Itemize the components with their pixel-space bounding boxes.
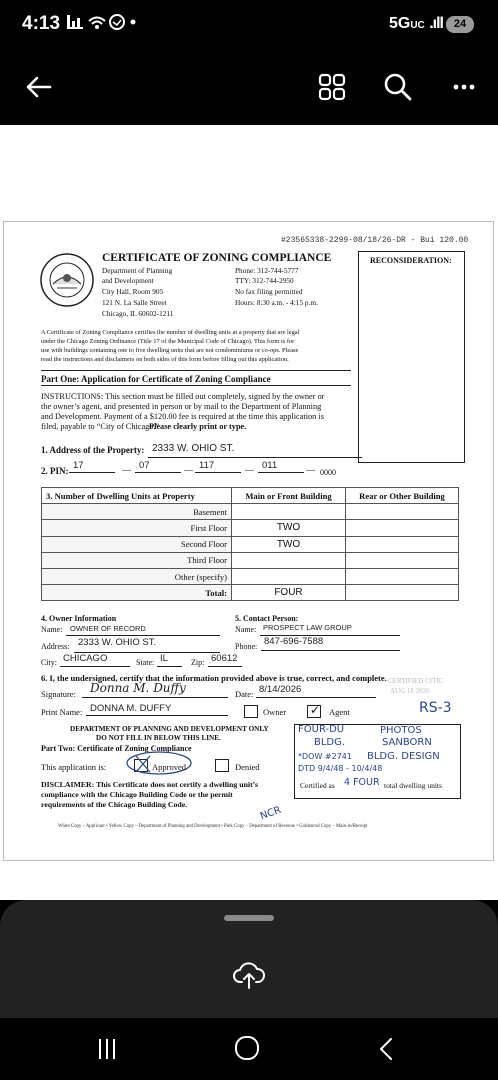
city-seal-icon [39,252,95,308]
handwritten-note: FOUR-DU [298,724,345,735]
dept-line: 121 N. La Salle Street [102,298,167,307]
contact-line: TTY: 312-744-2950 [235,276,294,285]
main-value [232,552,346,568]
instructions-line: the owner’s agent, and presented in person or by mail to the Department of Planning [41,402,322,411]
intro-line: A Certificate of Zoning Compliance certifies the number of dwelling units at a property that are legal [41,329,300,336]
denied-checkbox [215,759,229,772]
divider [41,385,351,386]
pin-label: 2. PIN: [41,466,69,476]
underline [208,666,242,667]
reconsideration-label: RECONSIDERATION: [370,256,452,265]
underline [60,666,130,667]
zoning-annotation: RS-3 [419,700,452,716]
search-icon[interactable] [383,72,413,102]
system-nav-bar [0,1018,498,1080]
rear-value [346,568,459,584]
copy-distribution-footer: White Copy – Applicant • Yellow Copy – Department of Planning and Development • Pink Copy – Department of Revenue • Goldenrod Copy – Main-in/Receipt [58,824,368,829]
contact-phone-label: Phone: [235,642,258,651]
intro-line: use with buildings containing one to five dwelling units that are not condominiums or co-ops. Please [41,347,299,354]
seal-text [50,308,51,309]
divider [41,370,351,371]
handwritten-initials: NCR [258,804,283,823]
disclaimer-line: DISCLAIMER: This Certificate does not certify a dwelling unit’s [41,780,259,789]
check-mark-icon: ✓ [310,703,321,717]
bottom-sheet-panel [0,900,498,1018]
agent-checkbox-label: Agent [329,707,350,717]
main-value [232,504,346,520]
status-time: 4:13 [22,13,61,34]
row-label: Total: [42,585,232,601]
instructions-line: and Development. Payment of a $120.00 fee is required at the time this application is [41,412,324,421]
dash: — [122,465,131,475]
intro-line: read the instructions and disclaimers on both sides of this form before filling out this application. [41,356,289,363]
contact-name: PROSPECT LAW GROUP [263,623,352,632]
state-label: State: [136,658,155,667]
certify-statement: 6. I, the undersigned, certify that the information provided above is true, correct, and complete. [41,673,387,683]
application-label: This application is: [41,762,107,772]
arrow-left-icon[interactable] [24,72,54,102]
table-header [42,488,459,504]
zip-value: 60612 [211,653,238,664]
date-label: Date: [235,689,254,699]
main-value: TWO [232,520,346,536]
date-value: 8/14/2026 [259,684,302,695]
dash: — [184,465,193,475]
dept-line: Chicago, IL 60602-1211 [102,309,174,318]
rear-value [346,585,459,601]
certified-as-label: Certified as [300,781,335,790]
part-one-heading: Part One: Application for Certificate of Zoning Compliance [41,374,271,384]
table-row [42,585,459,601]
pin-part: 17 [73,460,84,471]
approved-label: Approved [152,762,186,772]
handwritten-note: PHOTOS [380,725,422,736]
signature: Donna M. Duffy [90,681,186,695]
table-header-cell: 3. Number of Dwelling Units at Property [42,488,232,504]
rear-value [346,552,459,568]
pin-part: 07 [139,460,150,471]
pin-part: 0000 [320,468,336,477]
status-bar [0,0,498,50]
contact-heading: 5. Contact Person: [235,614,299,623]
table-row [42,504,459,520]
underline [66,635,220,636]
drag-handle[interactable] [224,915,274,921]
pin-part: 117 [199,460,215,471]
back-icon[interactable] [376,1036,396,1062]
dept-only-line: DEPARTMENT OF PLANNING AND DEVELOPMENT ONLY [70,725,269,733]
bottom-sheet [0,900,498,1080]
underline [195,472,241,473]
document-viewer[interactable] [0,125,498,900]
underline [86,715,228,716]
main-value [232,568,346,584]
handwritten-note: *DOW #2741 [298,752,352,761]
table-row [42,536,459,552]
rear-value [346,536,459,552]
home-icon[interactable] [234,1035,260,1061]
signal-indicator: 5GUC .ıll [388,15,443,32]
city-value: CHICAGO [63,653,108,664]
handwritten-note: DTD 9/4/48 - 10/4/48 [298,764,383,773]
underline [82,697,228,698]
row-label: Third Floor [42,552,232,568]
table-header-cell: Rear or Other Building [346,488,459,504]
underline [135,472,181,473]
dept-line: and Development [102,276,154,285]
underline [258,472,304,473]
owner-checkbox [244,705,258,718]
owner-address-label: Address: [41,642,70,651]
reconsideration-box [358,251,465,463]
signature-label: Signature: [41,689,76,699]
contact-line: Hours: 8:30 a.m. - 4:15 p.m. [235,298,318,307]
state-value: IL [160,653,168,664]
owner-address: 2333 W. OHIO ST. [78,637,157,648]
grid-icon[interactable] [318,73,346,101]
city-label: City: [41,658,58,667]
row-label: First Floor [42,520,232,536]
underline [256,697,376,698]
filing-stamp: #23565338-2299-08/18/26-DR - Bui 120.00 [281,236,469,245]
certified-post-label: total dwelling units [384,781,442,790]
dwelling-units-table [41,487,459,601]
row-label: Second Floor [42,536,232,552]
underline [69,472,115,473]
print-name-label: Print Name: [41,707,83,717]
main-value: TWO [232,536,346,552]
handwritten-note: SANBORN [382,737,432,748]
underline [157,666,182,667]
address-label: 1. Address of the Property: [41,445,145,455]
notification-icons [67,13,137,36]
row-label: Other (specify) [42,568,232,584]
dept-line: City Hall, Room 905 [102,287,164,296]
disclaimer-line: compliance with the Chicago Building Code or the permit [41,790,233,799]
table-header-cell: Main or Front Building [232,488,346,504]
contact-phone: 847-696-7588 [264,636,324,647]
more-vertical-icon[interactable] [452,72,476,102]
zip-label: Zip: [191,658,205,667]
contact-line: Phone: 312-744-5777 [235,266,299,275]
main-value: FOUR [232,585,346,601]
rear-value [346,520,459,536]
contact-name-label: Name: [235,625,257,634]
faded-stamp: CERTIFIED CITIC [388,677,444,685]
dash: — [245,465,254,475]
table-row [42,552,459,568]
owner-heading: 4. Owner Information [41,614,117,623]
instructions-bold: Please clearly print or type. [149,422,247,431]
dash: — [306,465,315,475]
dept-only-line: DO NOT FILL IN BELOW THIS LINE. [96,734,221,742]
intro-line: under the Chicago Zoning Ordinance (Title 17 of the Municipal Code of Chicago). This form is for [41,338,295,345]
pin-part: 011 [262,460,278,471]
certified-value: 4 FOUR [344,777,380,788]
agent-checkbox [307,705,321,718]
cloud-upload-icon[interactable] [233,960,265,990]
underline [261,650,400,651]
handwritten-note: BLDG. DESIGN [367,751,440,762]
underline [148,457,362,458]
part-two-heading: Part Two: Certificate of Zoning Compliance [41,744,192,753]
owner-checkbox-label: Owner [263,707,287,717]
instructions-line: INSTRUCTIONS: This section must be filled out completely, signed by the owner or [41,392,325,401]
recent-apps-icon[interactable] [96,1036,118,1062]
row-label: Basement [42,504,232,520]
table-row [42,568,459,584]
dept-line: Department of Planning [102,266,173,275]
rear-value [346,504,459,520]
print-name: DONNA M. DUFFY [90,703,172,714]
status-notification-icon [67,13,137,31]
battery-indicator: 24 [446,16,474,33]
document-page [3,221,494,861]
faded-stamp: AUG 18 2026 [390,687,430,695]
app-toolbar [0,50,498,125]
contact-line: No fax filing permitted [235,287,303,296]
instructions-line: filed, payable to “City of Chicago.” [41,422,160,431]
owner-name-label: Name: [41,625,63,634]
disclaimer-line: requirements of the Chicago Building Code. [41,800,188,809]
owner-name: OWNER OF RECORD [70,624,146,633]
handwritten-note: BLDG. [314,737,346,748]
address-value: 2333 W. OHIO ST. [152,443,235,454]
table-row [42,520,459,536]
denied-label: Denied [235,762,260,772]
form-title: CERTIFICATE OF ZONING COMPLIANCE [102,252,332,264]
